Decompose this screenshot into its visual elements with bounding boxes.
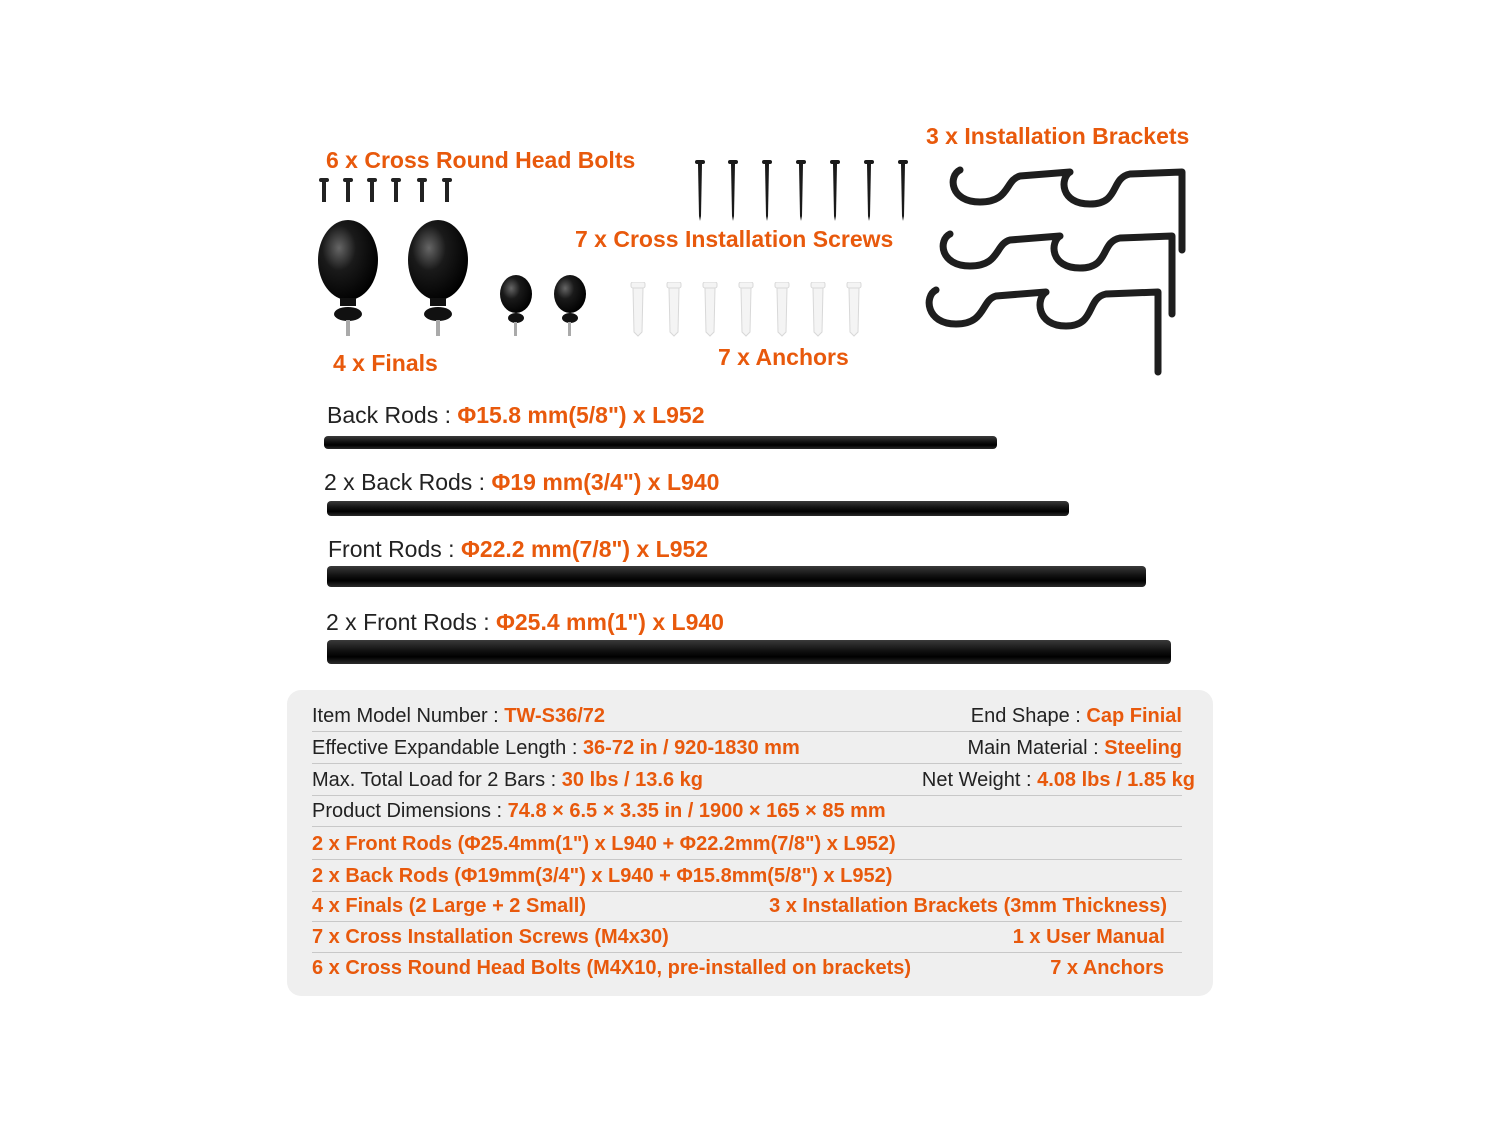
screws-illustration bbox=[690, 160, 915, 222]
brackets-illustration bbox=[920, 162, 1200, 382]
finals-illustration bbox=[314, 216, 594, 342]
contents-row-bolts: 6 x Cross Round Head Bolts (M4X10, pre-installed on brackets) 7 x Anchors bbox=[312, 957, 1164, 979]
rod-label-4: 2 x Front Rods : Φ25.4 mm(1") x L940 bbox=[326, 609, 724, 635]
contents-row-finals: 4 x Finals (2 Large + 2 Small) 3 x Installation Brackets (3mm Thickness) bbox=[312, 891, 1182, 922]
screws-label: 7 x Cross Installation Screws bbox=[575, 226, 894, 252]
spec-row-length: Effective Expandable Length : 36-72 in / 920-1830 mm Main Material : Steeling bbox=[312, 733, 1182, 764]
rod-bar-1 bbox=[324, 436, 997, 449]
anchors-label: 7 x Anchors bbox=[718, 344, 849, 370]
bolts-label: 6 x Cross Round Head Bolts bbox=[326, 147, 636, 173]
rod-bar-3 bbox=[327, 566, 1146, 587]
rod-label-3: Front Rods : Φ22.2 mm(7/8") x L952 bbox=[328, 536, 709, 562]
brackets-label: 3 x Installation Brackets bbox=[926, 123, 1190, 149]
contents-row-back-rods: 2 x Back Rods (Φ19mm(3/4") x L940 + Φ15.8mm(5/8") x L952) bbox=[312, 861, 1182, 892]
contents-row-front-rods: 2 x Front Rods (Φ25.4mm(1") x L940 + Φ22.2mm(7/8") x L952) bbox=[312, 829, 1182, 860]
contents-row-screws: 7 x Cross Installation Screws (M4x30) 1 x User Manual bbox=[312, 922, 1182, 953]
spec-row-model: Item Model Number : TW-S36/72 End Shape : Cap Finial bbox=[312, 701, 1182, 732]
rod-bar-2 bbox=[327, 501, 1069, 516]
spec-row-load: Max. Total Load for 2 Bars : 30 lbs / 13.6 kg Net Weight : 4.08 lbs / 1.85 kg bbox=[312, 765, 1182, 796]
spec-row-dimensions: Product Dimensions : 74.8 × 6.5 × 3.35 in / 1900 × 165 × 85 mm bbox=[312, 796, 1182, 827]
anchors-illustration bbox=[626, 282, 866, 338]
rod-bar-4 bbox=[327, 640, 1171, 664]
finals-label: 4 x Finals bbox=[333, 350, 438, 376]
rod-label-1: Back Rods : Φ15.8 mm(5/8") x L952 bbox=[327, 402, 705, 428]
rod-label-2: 2 x Back Rods : Φ19 mm(3/4") x L940 bbox=[324, 469, 720, 495]
bolts-illustration bbox=[318, 178, 458, 206]
